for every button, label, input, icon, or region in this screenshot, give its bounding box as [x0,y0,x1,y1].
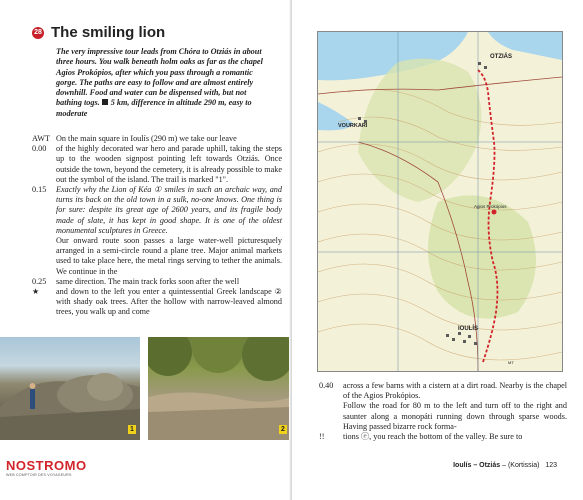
time-marker [32,236,56,277]
paragraph-row [32,185,282,236]
paragraph-row [32,287,282,318]
map-label-vourkari: VOURKARI [338,123,368,129]
time-marker: 0.15 [32,185,47,195]
paragraph-text: Our onward route soon passes a large water-well picturesquely arranged in a semi-circle round a plane tree. Major animal markets used to take place here, the metal rings serving to tether the animals. We continue in the [56,236,282,276]
page-number: 123 [545,462,557,469]
walk-description [32,134,282,318]
footer-route: Ioulís – Otziás [453,462,501,469]
map-label-otzias: OTZIÁS [490,54,512,60]
map-label-agios-prokopios: Agios Prokópios [474,204,507,209]
page-title: The smiling lion [51,24,166,41]
photo-greek-landscape [148,337,291,440]
intro-stats: 5 km, difference in altitude 290 m, easy to moderate [56,98,252,118]
paragraph-text: same direction. The main track forks soon after the well [56,276,240,286]
map-scale-label: MT [508,360,514,365]
time-marker: !! [319,432,325,442]
logo-name: NOSTROMO [6,458,87,473]
paragraph-row [319,432,567,442]
time-marker: 0.25 [32,276,47,286]
route-number-badge: 28 [32,27,44,39]
time-marker: AWT [32,134,50,143]
page-footer [453,462,557,469]
time-marker: 0.40 [319,381,334,390]
intro-text: The very impressive tour leads from Chóra to Otziás in about three hours. You walk beneath holm oaks as far as the chapel Agios Prokópios, after which you pass through a romantic gorge. The paths are easy to follow and are almost entirely downhill. Food and water can be dispensed with, but not bathing togs. [56,47,263,108]
logo-tagline: WEB COMPTOIR DES VOYAGEURS [6,473,72,477]
paragraph-text: across a few barns with a cistern at a dirt road. Nearby is the chapel of the Agios Prokópios. [343,381,567,401]
paragraph-row [32,144,282,185]
paragraph-text: and down to the left you enter a quintessential Greek landscape ② with shady oak trees. After the hollow with narrow-leaved almond trees, you walk up and come [56,287,282,317]
paragraph-row [32,277,282,287]
paragraph-text: On the main square in Ioulís (290 m) we take our leave [56,134,237,143]
stats-square-icon [102,99,108,105]
time-marker [319,401,343,432]
paragraph-row [319,401,567,432]
walk-description-continued [319,381,567,442]
paragraph-text: tions ⓔ, you reach the bottom of the valley. Be sure to [343,432,523,442]
nostromo-logo [6,458,87,486]
paragraph-text: of the highly decorated war hero and parade uphill, taking the steps up to the wooden signpost pointing left towards Otziás. Once outside the town, beyond the cemetery, it is already possible to make out the symbol of the island. The trail is marked "1". [56,144,282,184]
time-marker: ★ [32,287,40,297]
paragraph-row [319,381,567,401]
paragraph-text: Exactly why the Lion of Kéa ① smiles in such an archaic way, and turns its back on the old town in a sulk, no-one knows. One thing is for sure: despite its great age of 2600 years, and its fragile body made of slate, it has kept in good shape. It is one of the oldest monumental sculptures in Greece. [56,185,282,235]
title-row [32,24,165,41]
photo-number-badge: 2 [279,425,287,434]
paragraph-text: Follow the road for 80 m to the left and turn off to the right and saunter along a monopáti running down through sparse woods. Having passed bizarre rock forma- [343,401,567,431]
photo-lion-of-kea [0,337,140,440]
footer-rest: – (Kortissia) [502,462,540,469]
photo-number-badge: 1 [128,425,136,434]
left-page [0,0,291,500]
paragraph-row [32,134,282,144]
route-map [317,31,563,372]
intro-summary [56,47,272,119]
paragraph-row [32,236,282,277]
map-label-ioulis: IOULÍS [458,326,479,332]
time-marker: 0.00 [32,144,47,154]
